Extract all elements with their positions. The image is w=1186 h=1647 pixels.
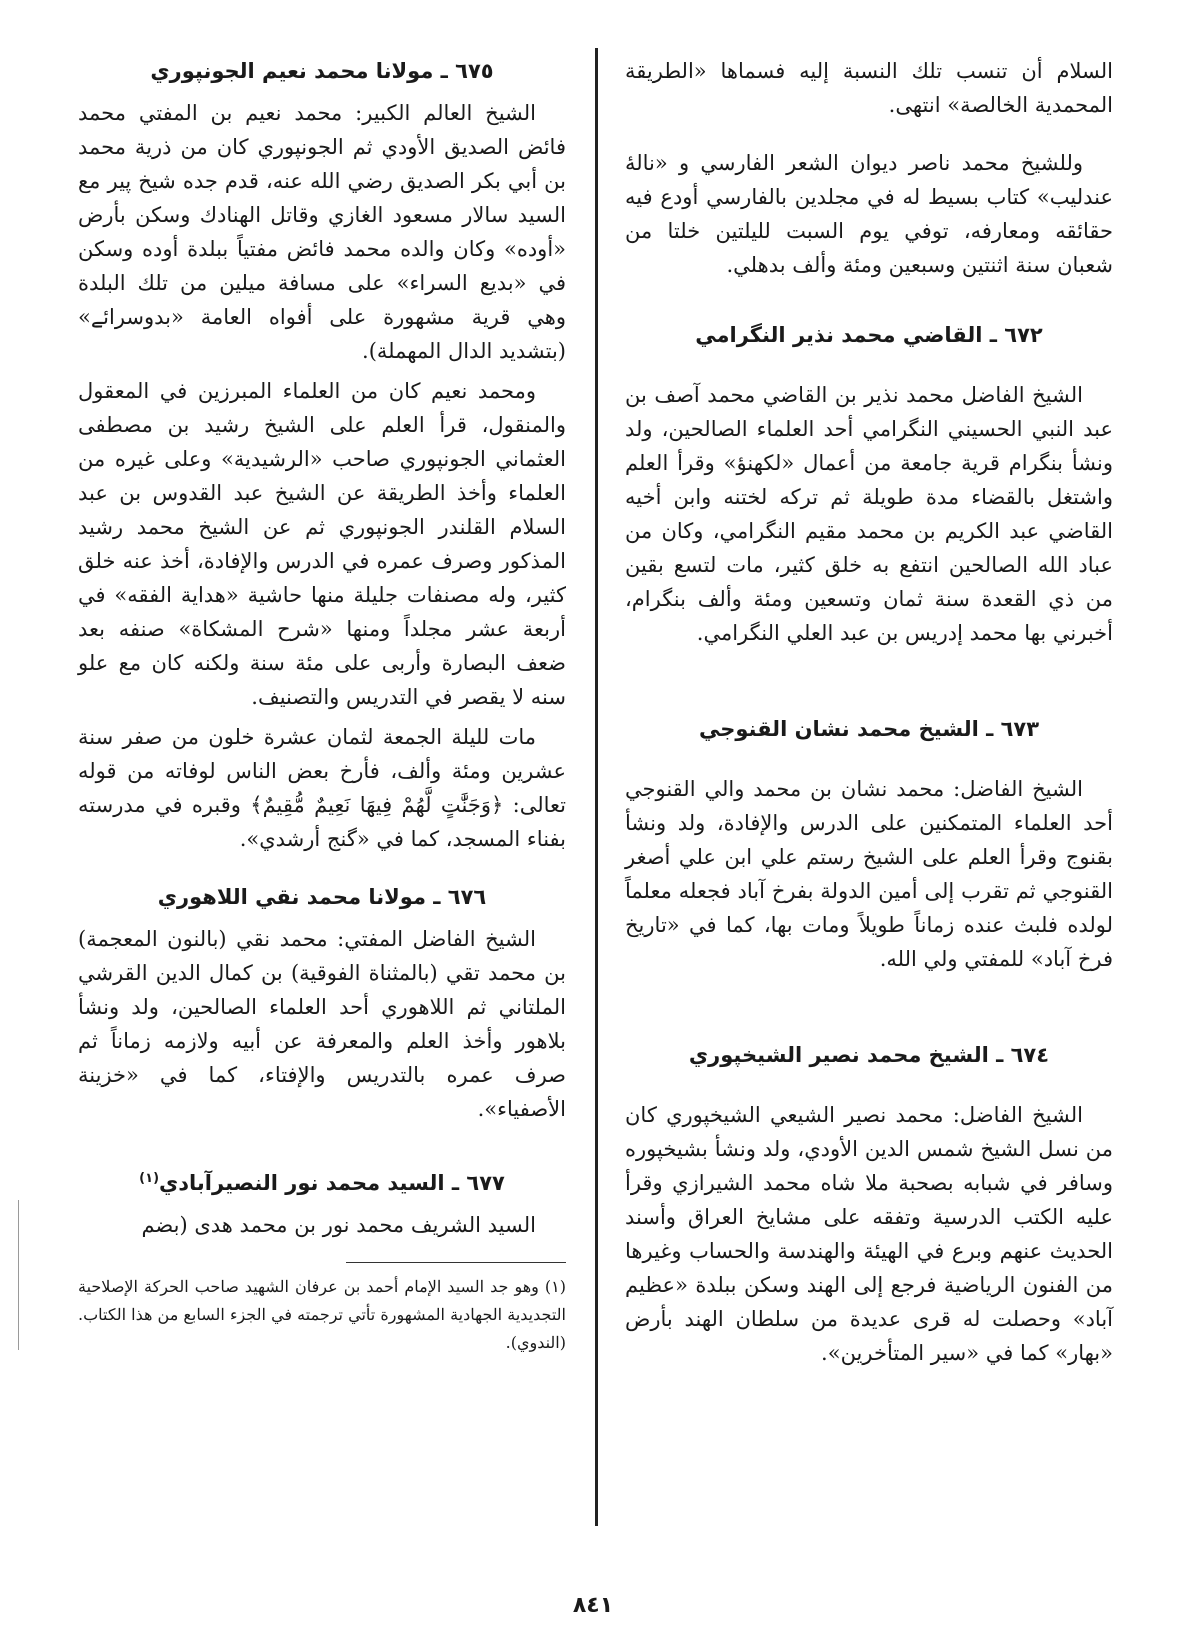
entry-674-title: ٦٧٤ ـ الشيخ محمد نصير الشيخپوري <box>688 1043 1050 1067</box>
entry-675-body-1: الشيخ العالم الكبير: محمد نعيم بن المفتي محمد فائض الصديق الأودي ثم الجونپوري كان من ذرية محمد بن أبي بكر الصديق رضي الله عنه، قدم جده شيخ پير مع السيد سالار مسعود الغازي وقاتل الهنادك وسكن بأرض «أوده» وكان والده محمد فائض مفتياً ببلدة أوده وسكن في «بديع السراء» على مسافة ميلين من تلك البلدة وهي قرية مشهورة على أفواه العامة «بدوسرائے» (بتشديد الدال المهملة). <box>78 101 567 363</box>
entry-676-title: ٦٧٦ ـ مولانا محمد نقي اللاهوري <box>157 885 487 909</box>
entry-677-title <box>78 1162 566 1200</box>
entry-675-body-3: مات لليلة الجمعة لثمان عشرة خلون من صفر سنة عشرين ومئة وألف، فأرخ بعض الناس لوفاته من قوله تعالى: ﴿وَجَنَّٰتٍ لَّهُمْ فِيهَا نَعِيمٌ مُّقِيمٌ﴾ وقبره في مدرسته بفناء المسجد، كما في «گنج أرشدي». <box>78 725 566 851</box>
entry-677-body: السيد الشريف محمد نور بن محمد هدى (بضم <box>141 1213 536 1237</box>
entry-675-title: ٦٧٥ ـ مولانا محمد نعيم الجونپوري <box>150 59 494 83</box>
entry-674-body: الشيخ الفاضل: محمد نصير الشيعي الشيخپوري كان من نسل الشيخ شمس الدين الأودي، ولد ونشأ بشيخپوره وسافر في شبابه بصحبة ملا شاه محمد الشيرازي وقرأ عليه الكتب الدرسية وتفقه على مشايخ العراق وأسند الحديث عنهم وبرع في الهيئة والهندسة والحساب وغيرها من الفنون الرياضية فرجع إلى الهند وسكن ببلدة «عظيم آباد» وحصلت له قرى عديدة من سلطان الهند بأرض «بهار» كما في «سير المتأخرين». <box>625 1103 1113 1365</box>
left-column <box>78 54 566 1357</box>
column-divider <box>595 48 598 1526</box>
entry-675-body-2: ومحمد نعيم كان من العلماء المبرزين في المعقول والمنقول، قرأ العلم على الشيخ رشيد بن مصطفى العثماني الجونپوري صاحب «الرشيدية» وعلى غيره من العلماء وأخذ الطريقة عن الشيخ عبد القدوس بن عبد السلام القلندر الجونپوري ثم عن الشيخ محمد رشيد المذكور وصرف عمره في الدرس والإفادة، أخذ عنه خلق كثير، وله مصنفات جليلة منها حاشية «هداية الفقه» في أربعة عشر مجلداً ومنها «شرح المشكاة» صنفه بعد ضعف البصارة وأربى على مئة سنة ولكنه كان مع علو سنه لا يقصر في التدريس والتصنيف. <box>78 379 566 709</box>
scan-artifact-line <box>18 1200 19 1350</box>
entry-677-title-text: ٦٧٧ ـ السيد محمد نور النصيرآبادي <box>159 1171 505 1195</box>
footnote-separator <box>346 1262 566 1263</box>
right-column <box>625 54 1113 1376</box>
nasir-paragraph: وللشيخ محمد ناصر ديوان الشعر الفارسي و «نالهٔ عندليب» كتاب بسيط له في مجلدين بالفارسي أودع فيه حقائقه ومعارفه، توفي يوم السبت لليلتين خلتا من شعبان سنة اثنتين وسبعين ومئة وألف بدهلي. <box>625 151 1113 277</box>
entry-672-title: ٦٧٢ ـ القاضي محمد نذير النگرامي <box>695 323 1043 347</box>
continuation-paragraph: السلام أن تنسب تلك النسبة إليه فسماها «الطريقة المحمدية الخالصة» انتهى. <box>625 59 1113 117</box>
page-number: ٨٤١ <box>572 1593 614 1618</box>
footnote-marker: (١) <box>139 1171 160 1186</box>
entry-673-body: الشيخ الفاضل: محمد نشان بن محمد والي القنوجي أحد العلماء المتمكنين على الدرس والإفادة، ولد ونشأ بقنوج وقرأ العلم على الشيخ رستم علي ابن علي أصغر القنوجي ثم تقرب إلى أمين الدولة بفرخ آباد فجعله معلماً لولده فلبث عنده زماناً طويلاً ومات بها، كما في «تاريخ فرخ آباد» للمفتي ولي الله. <box>625 777 1113 971</box>
entry-672-body: الشيخ الفاضل محمد نذير بن القاضي محمد آصف بن عبد النبي الحسيني النگرامي أحد العلماء الصالحين، ولد ونشأ بنگرام قرية جامعة من أعمال «لكهنؤ» وقرأ العلم واشتغل بالقضاء مدة طويلة ثم تركه لختنه وابن أخيه القاضي عبد الكريم بن محمد مقيم النگرامي، وكان من عباد الله الصالحين انتفع به خلق كثير، مات لتسع بقين من ذي القعدة سنة ثمان وتسعين ومئة وألف بنگرام، أخبرني بها محمد إدريس بن عبد العلي النگرامي. <box>625 383 1113 645</box>
footnote: (١) وهو جد السيد الإمام أحمد بن عرفان الشهيد صاحب الحركة الإصلاحية التجديدية الجهادية المشهورة تأتي ترجمته في الجزء السابع من هذا الكتاب. (الندوي). <box>78 1277 566 1352</box>
entry-673-title: ٦٧٣ ـ الشيخ محمد نشان القنوجي <box>698 717 1040 741</box>
entry-676-body: الشيخ الفاضل المفتي: محمد نقي (بالنون المعجمة) بن محمد تقي (بالمثناة الفوقية) بن كمال الدين القرشي الملتاني ثم اللاهوري أحد العلماء الصالحين، ولد ونشأ بلاهور وأخذ العلم والمعرفة عن أبيه ولازمه زماناً ثم صرف عمره بالتدريس والإفتاء، كما في «خزينة الأصفياء». <box>78 927 566 1121</box>
